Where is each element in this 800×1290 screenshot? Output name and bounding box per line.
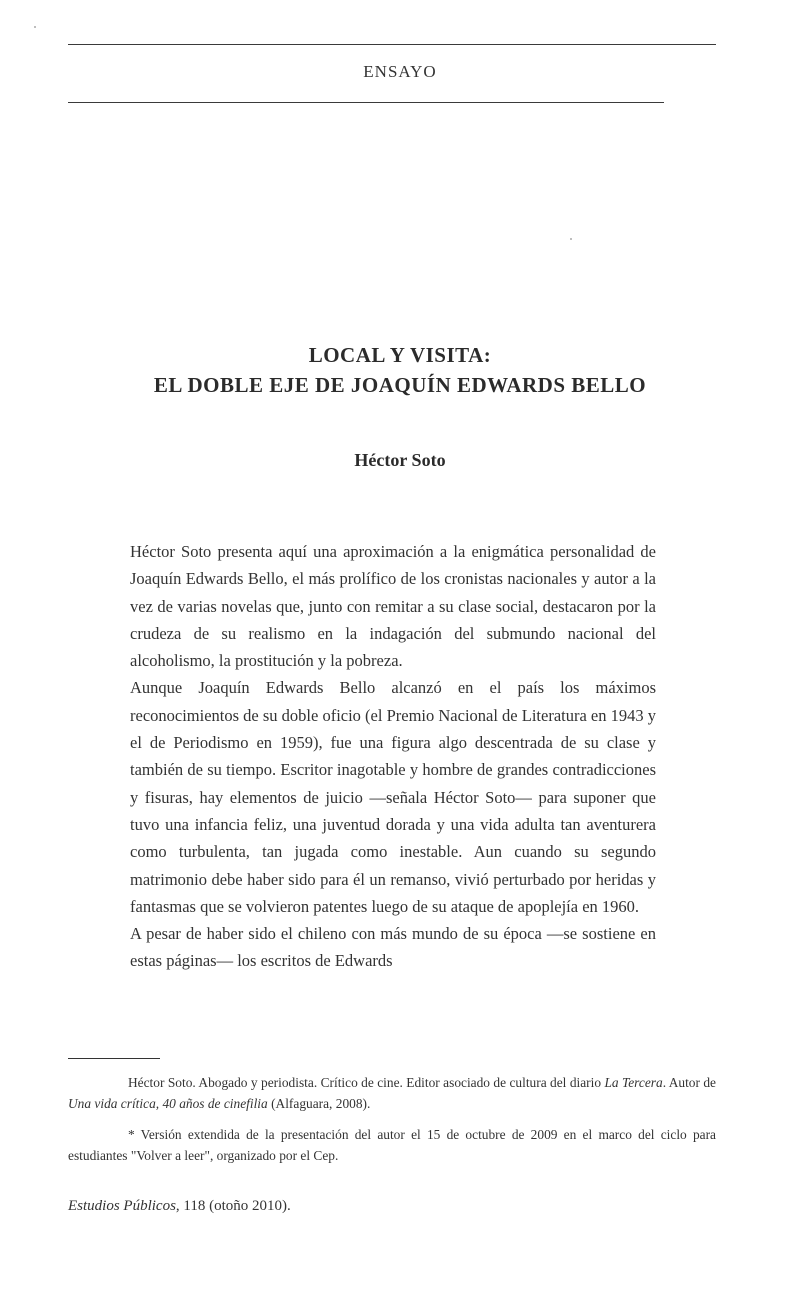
scan-speck bbox=[34, 26, 36, 28]
abstract-paragraph: Aunque Joaquín Edwards Bello alcanzó en el país los máximos reconocimientos de su doble oficio (el Premio Nacional de Literatura en 1943 y el de Periodismo en 1959), fue una figura algo descentrada de su clase y también de su tiempo. Escritor inagotable y hombre de grandes contradicciones y fisuras, hay elementos de juicio —señala Héctor Soto— para suponer que tuvo una infancia feliz, una juventud dorada y una vida adulta tan aventurera como turbulenta, tan jugada como inestable. Aun cuando su segundo matrimonio debe haber sido para él un remanso, vivió perturbado por heridas y fantasmas que se volvieron patentes luego de su ataque de apoplejía en 1960. bbox=[130, 678, 656, 916]
bio-book: Una vida crítica, 40 años de cinefilia bbox=[68, 1096, 268, 1111]
abstract-paragraph: A pesar de haber sido el chileno con más mundo de su época —se sostiene en estas páginas— los escritos de Edwards bbox=[130, 924, 656, 971]
header-top-rule bbox=[68, 44, 716, 45]
scan-speck bbox=[570, 238, 572, 240]
abstract bbox=[130, 538, 656, 975]
article-author: Héctor Soto bbox=[354, 450, 446, 470]
journal-citation bbox=[68, 1198, 291, 1215]
title-line-1: LOCAL Y VISITA: bbox=[308, 343, 492, 367]
bio-suffix: (Alfaguara, 2008). bbox=[267, 1096, 371, 1111]
journal-issue: , 118 (otoño 2010). bbox=[175, 1198, 291, 1214]
bio-prefix: Héctor Soto. Abogado y periodista. Crítico de cine. Editor asociado de cultura del diario bbox=[128, 1075, 605, 1090]
title-line-2: EL DOBLE EJE DE JOAQUÍN EDWARDS BELLO bbox=[153, 373, 647, 397]
abstract-paragraph: Héctor Soto presenta aquí una aproximación a la enigmática personalidad de Joaquín Edwards Bello, el más prolífico de los cronistas nacionales y autor a la vez de varias novelas que, junto con remitar a su clase social, destacaron por la crudeza de su realismo en la indagación del submundo nacional del alcoholismo, la prostitución y la pobreza. bbox=[130, 542, 656, 671]
bio-newspaper: La Tercera bbox=[604, 1075, 663, 1090]
footnote-rule bbox=[68, 1058, 160, 1059]
journal-name: Estudios Públicos bbox=[68, 1198, 176, 1214]
footnotes bbox=[68, 1072, 716, 1176]
header-bottom-rule bbox=[68, 102, 664, 103]
bio-mid: . Autor de bbox=[662, 1075, 716, 1090]
section-label: ENSAYO bbox=[363, 62, 437, 81]
presentation-footnote: * Versión extendida de la presentación del autor el 15 de octubre de 2009 en el marco del ciclo para estudiantes "Volver a leer", organizado por el Cep. bbox=[68, 1127, 716, 1163]
article-title bbox=[80, 340, 720, 400]
author-bio-footnote bbox=[68, 1072, 716, 1114]
